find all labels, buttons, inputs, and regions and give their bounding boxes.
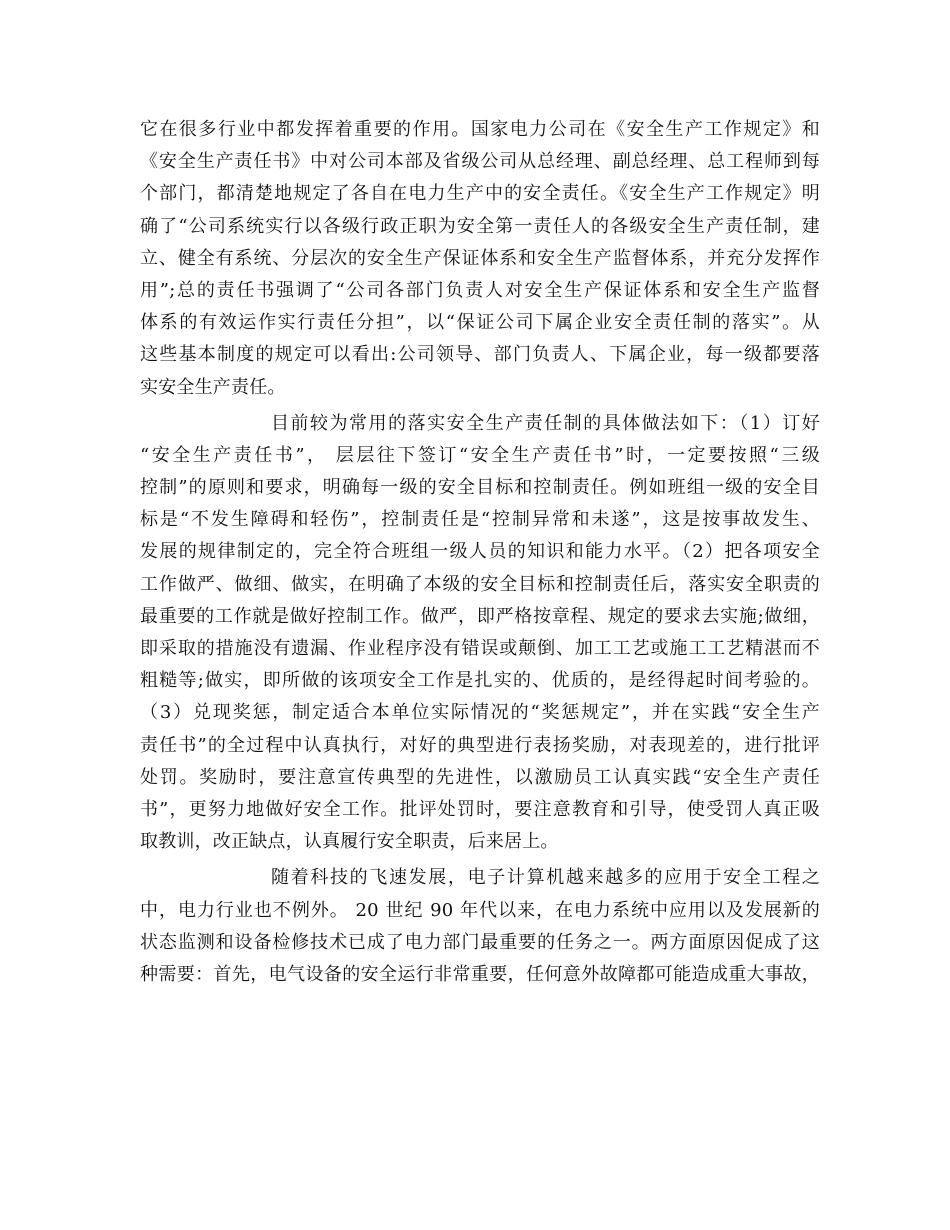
text-line: 取教训，改正缺点，认真履行安全职责，后来居上。 [140,831,559,853]
text-line: 责任书”的全过程中认真执行，对好的典型进行表扬奖励，对表现差的，进行批评 [140,734,820,756]
text-line: 最重要的工作就是做好控制工作。做严，即严格按章程、规定的要求去实施;做细， [140,605,820,627]
text-line: 书”，更努力地做好安全工作。批评处罚时，要注意教育和引导，使受罚人真正吸 [140,798,820,820]
text-line: 标是“不发生障碍和轻伤”，控制责任是“控制异常和未遂”，这是按事故发生、 [140,509,820,531]
text-line: 发展的规律制定的，完全符合班组一级人员的知识和能力水平。（2）把各项安全 [140,541,820,563]
paragraph-2 [140,408,820,859]
paragraph-3 [140,862,820,991]
text-line: 处罚。奖励时，要注意宣传典型的先进性，以激励员工认真实践“安全生产责任 [140,766,820,788]
text-line: （3）兑现奖惩，制定适合本单位实际情况的“奖惩规定”，并在实践“安全生产 [140,702,820,724]
document-body [140,114,820,995]
text-line: 中，电力行业也不例外。 20 世纪 90 年代以来，在电力系统中应用以及发展新的 [140,899,820,921]
text-line: 立、健全有系统、分层次的安全生产保证体系和安全生产监督体系，并充分发挥作 [140,247,820,269]
text-line: 即采取的措施没有遗漏、作业程序没有错误或颠倒、加工工艺或施工工艺精湛而不 [140,638,820,659]
text-line: 粗糙等;做实，即所做的该项安全工作是扎实的、优质的，是经得起时间考验的。 [140,670,820,692]
text-line: 体系的有效运作实行责任分担”，以“保证公司下属企业安全责任制的落实”。从 [140,312,820,334]
text-line: 这些基本制度的规定可以看出:公司领导、部门负责人、下属企业，每一级都要落 [140,344,820,366]
text-line: 用”;总的责任书强调了“公司各部门负责人对安全生产保证体系和安全生产监督 [140,279,820,301]
text-line: 目前较为常用的落实安全生产责任制的具体做法如下：（1）订好 [271,412,820,434]
text-line: 它在很多行业中都发挥着重要的作用。国家电力公司在《安全生产工作规定》和 [140,119,820,140]
text-line: 《安全生产责任书》中对公司本部及省级公司从总经理、副总经理、总工程师到每 [140,151,820,173]
text-line: 状态监测和设备检修技术已成了电力部门最重要的任务之一。两方面原因促成了这 [140,931,820,953]
paragraph-1 [140,114,820,404]
text-line: 随着科技的飞速发展，电子计算机越来越多的应用于安全工程之 [271,867,820,889]
text-line: 确了“公司系统实行以各级行政正职为安全第一责任人的各级安全生产责任制，建 [140,215,820,237]
text-line: 种需要：首先，电气设备的安全运行非常重要，任何意外故障都可能造成重大事故， [140,963,820,985]
text-line: “安全生产责任书”， 层层往下签订“安全生产责任书”时，一定要按照“三级 [140,444,820,466]
text-line: 个部门，都清楚地规定了各自在电力生产中的安全责任。《安全生产工作规定》明 [140,183,820,205]
text-line: 控制”的原则和要求，明确每一级的安全目标和控制责任。例如班组一级的安全目 [140,477,820,499]
text-line: 实安全生产责任。 [140,376,286,398]
text-line: 工作做严、做细、做实，在明确了本级的安全目标和控制责任后，落实安全职责的 [140,573,820,595]
